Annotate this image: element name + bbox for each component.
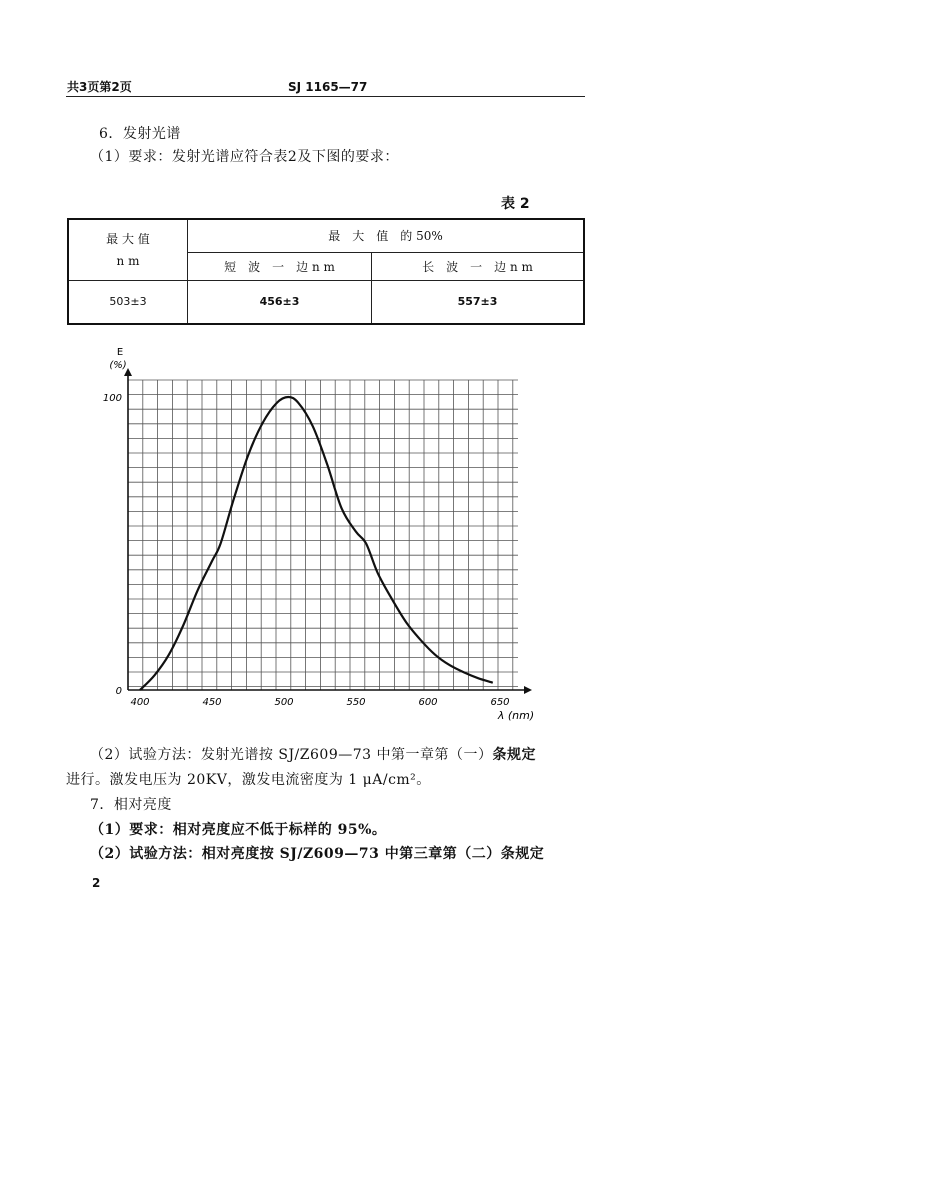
emission-spectrum-chart (0, 340, 950, 740)
cell-long-value: 557±3 (372, 280, 585, 324)
y-tick-label: 0 (115, 686, 122, 697)
page-number: 2 (92, 876, 101, 890)
y-axis-label: E (116, 347, 124, 358)
x-axis-arrow (524, 686, 532, 694)
x-tick-label: 500 (274, 697, 294, 708)
section-6-method-line2: 进行。激发电压为 20KV，激发电流密度为 1 μA/cm²。 (66, 772, 431, 788)
emission-curve (140, 397, 493, 690)
x-tick-label: 400 (130, 697, 150, 708)
section-7-method: （2）试验方法：相对亮度按 SJ/Z609—73 中第三章第（二）条规定 (90, 846, 545, 862)
col-peak-header-line2: n m (116, 253, 140, 268)
table-caption: 表 2 (501, 196, 530, 212)
section-7-title: 7．相对亮度 (90, 797, 172, 813)
doc-code: SJ 1165—77 (288, 80, 368, 94)
section-6-requirement: （1）要求：发射光谱应符合表2及下图的要求： (90, 149, 399, 165)
section-6-title: 6．发射光谱 (99, 126, 181, 142)
x-tick-label: 550 (346, 697, 366, 708)
x-tick-label: 650 (490, 697, 510, 708)
page-info: 共3页第2页 (67, 80, 132, 94)
x-tick-label: 450 (202, 697, 222, 708)
section-6-method-line1-b: 条规定 (492, 747, 536, 763)
section-6-method-line1-a: （2）试验方法：发射光谱按 SJ/Z609—73 中第一章第（一） (90, 747, 493, 763)
header-rule (66, 96, 585, 97)
cell-peak-value: 503±3 (68, 280, 188, 324)
col-peak-header (68, 219, 188, 280)
y-tick-label: 100 (102, 393, 122, 404)
col-peak-header-line1: 最 大 值 (106, 231, 150, 246)
col-half-max-header: 最 大 值 的 50% (188, 219, 585, 252)
x-axis-label: λ (nm) (497, 709, 535, 722)
chart-grid (128, 380, 518, 690)
x-tick-label: 600 (418, 697, 438, 708)
cell-short-value: 456±3 (188, 280, 372, 324)
col-long-wave-header: 长 波 一 边 n m (372, 252, 585, 280)
y-axis-unit: (%) (109, 360, 127, 371)
col-short-wave-header: 短 波 一 边 n m (188, 252, 372, 280)
chart-axes (124, 368, 532, 694)
spec-table (67, 218, 585, 325)
section-6-method-line1 (90, 744, 536, 764)
section-7-requirement: （1）要求：相对亮度应不低于标样的 95%。 (90, 822, 387, 838)
